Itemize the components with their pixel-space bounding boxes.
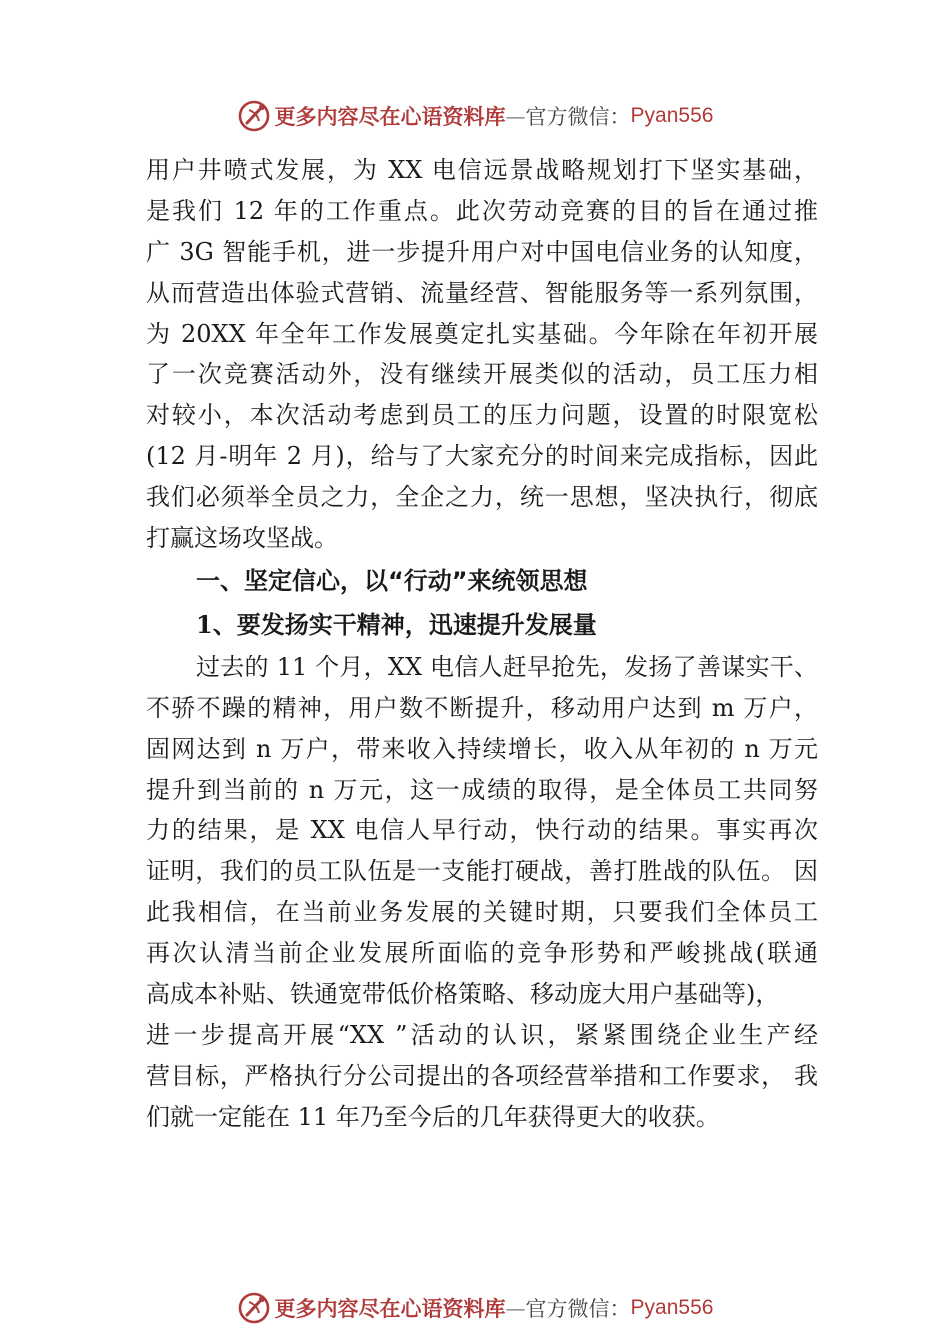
banner-label: 官方微信： (525, 1297, 631, 1321)
banner-account: Pyan556 (630, 1296, 714, 1319)
text-line: 进一步提高开展“XX ”活动的认识，紧紧围绕企业生产经 (146, 1020, 818, 1049)
section-heading: 一、坚定信心，以“行动”来统领思想 (196, 566, 588, 595)
document-body (146, 150, 818, 1138)
text-line: 不骄不躁的精神，用户数不断提升，移动用户达到 m 万户， (146, 693, 818, 722)
text-line: 高成本补贴、铁通宽带低价格策略、移动庞大用户基础等)， (146, 980, 780, 1009)
text-line: 用户井喷式发展，为 XX 电信远景战略规划打下坚实基础， (146, 156, 818, 184)
text-line: 我们必须举全员之力，全企之力，统一思想，坚决执行，彻底 (146, 483, 818, 512)
text-line: 证明，我们的员工队伍是一支能打硬战，善打胜战的队伍。 因 (146, 857, 818, 886)
paragraph-2 (146, 647, 818, 1138)
footer-banner (0, 1288, 950, 1328)
text-line: 提升到当前的 n 万元，这一成绩的取得，是全体员工共同努 (146, 775, 818, 804)
text-line: 对较小，本次活动考虑到员工的压力问题，设置的时限宽松 (146, 401, 818, 430)
banner-separator: — (505, 1296, 526, 1320)
header-banner (0, 96, 950, 136)
banner-account: Pyan556 (630, 104, 714, 127)
text-line: 再次认清当前企业发展所面临的竞争形势和严峻挑战(联通 (146, 939, 818, 968)
text-line: 力的结果，是 XX 电信人早行动，快行动的结果。事实再次 (146, 816, 818, 845)
text-line: 过去的 11 个月，XX 电信人赶早抢先，发扬了善谋实干、 (196, 652, 818, 681)
logo-icon (237, 99, 271, 133)
text-line: 打赢这场攻坚战。 (146, 524, 338, 553)
text-line: 是我们 12 年的工作重点。此次劳动竞赛的目的旨在通过推 (146, 196, 818, 225)
text-line: (12 月-明年 2 月)，给与了大家充分的时间来完成指标，因此 (146, 442, 818, 471)
paragraph-1 (146, 150, 818, 559)
logo-icon (237, 1291, 271, 1325)
text-line: 了一次竞赛活动外，没有继续开展类似的活动，员工压力相 (146, 360, 818, 389)
text-line: 营目标，严格执行分公司提出的各项经营举措和工作要求， 我 (146, 1061, 818, 1090)
text-line: 为 20XX 年全年工作发展奠定扎实基础。今年除在年初开展 (146, 319, 818, 348)
sub-heading: 1、要发扬实干精神，迅速提升发展量 (196, 609, 597, 639)
banner-title: 更多内容尽在心语资料库 (274, 104, 506, 129)
text-line: 固网达到 n 万户，带来收入持续增长，收入从年初的 n 万元 (146, 734, 818, 763)
text-line: 此我相信，在当前业务发展的关键时期，只要我们全体员工 (146, 898, 818, 927)
banner-label: 官方微信： (525, 105, 631, 129)
banner-title: 更多内容尽在心语资料库 (274, 1296, 506, 1321)
text-line: 从而营造出体验式营销、流量经营、智能服务等一系列氛围， (146, 278, 818, 307)
text-line: 们就一定能在 11 年乃至今后的几年获得更大的收获。 (146, 1102, 720, 1131)
text-line: 广 3G 智能手机，进一步提升用户对中国电信业务的认知度， (146, 237, 818, 266)
banner-separator: — (505, 104, 526, 128)
